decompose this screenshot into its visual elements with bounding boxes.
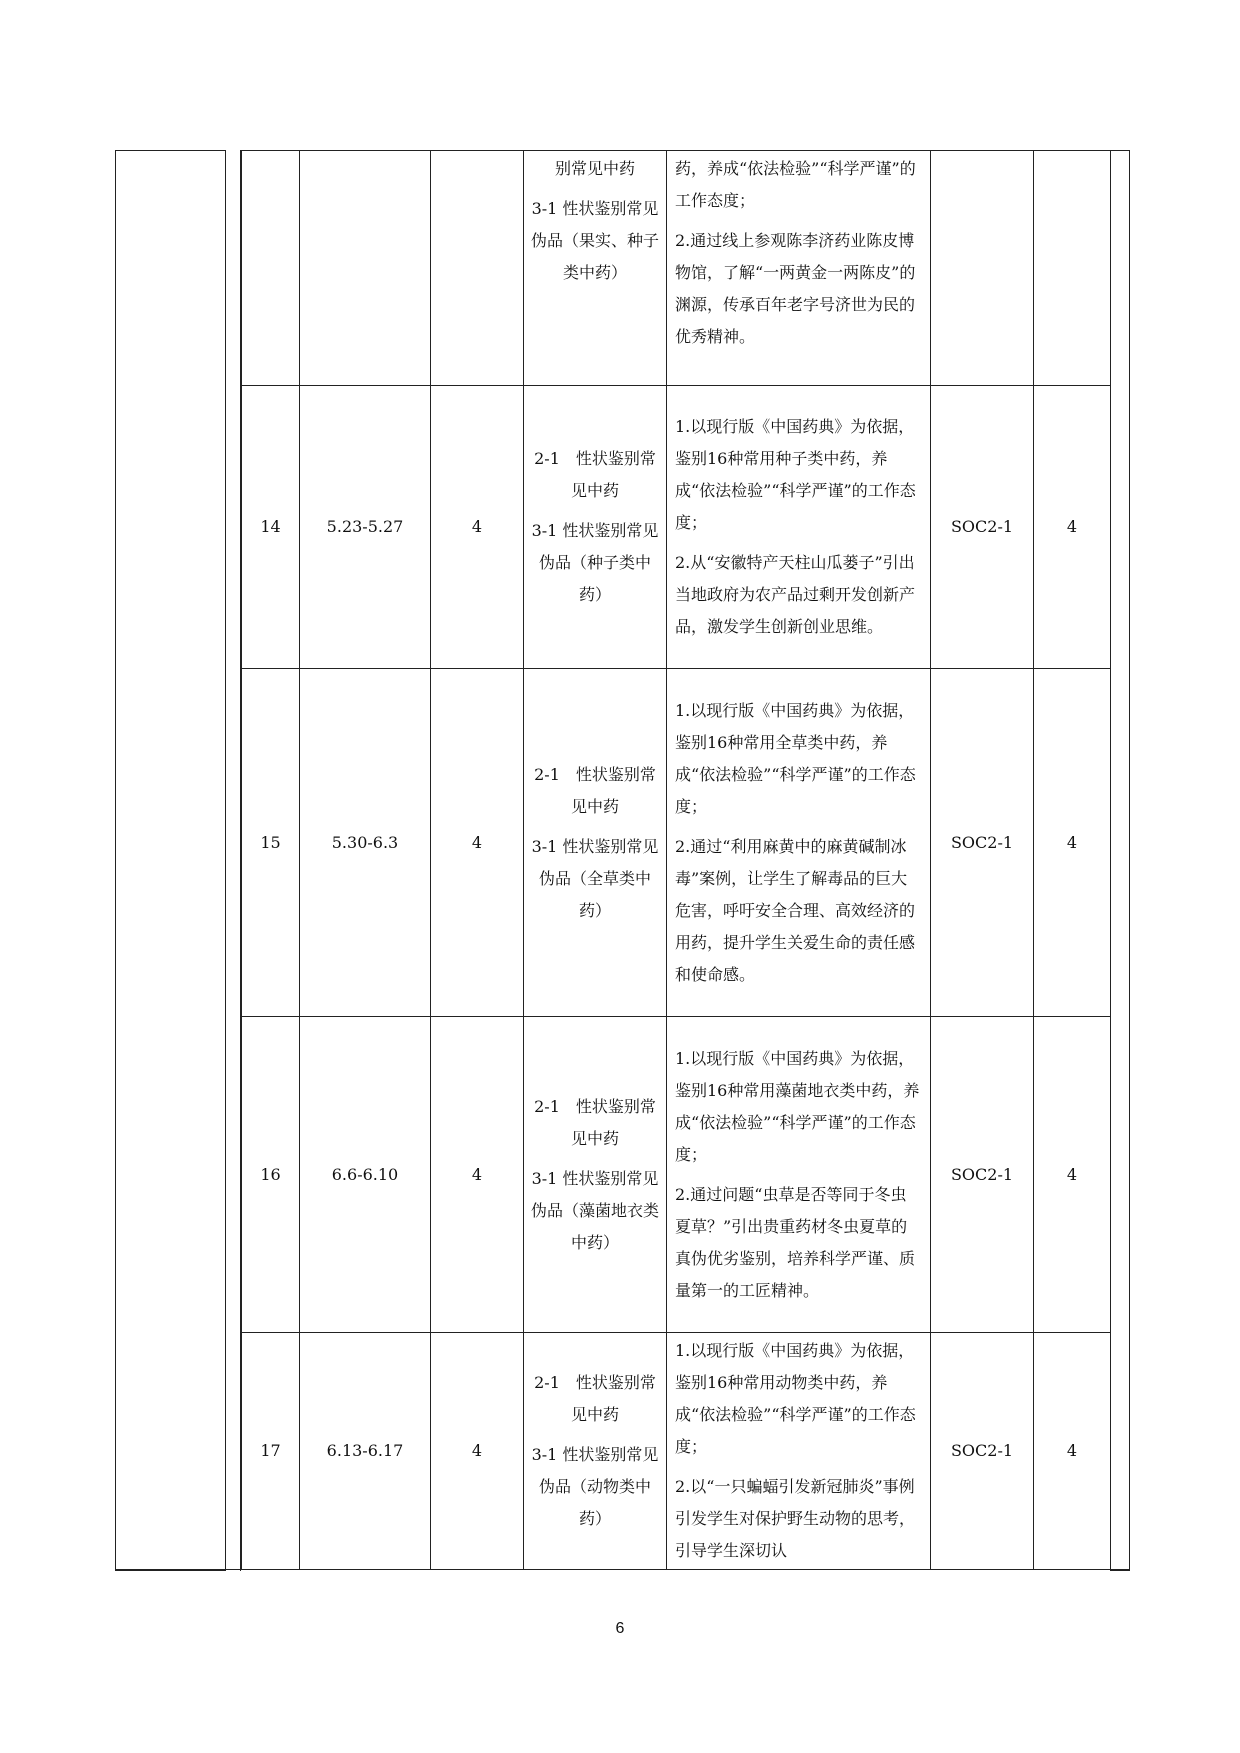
outer-frame-narrow-column [225,150,241,1571]
topic-cell [524,669,667,1017]
objective-cell: SOC2-1 [931,669,1034,1017]
table-row [242,1333,1111,1570]
content-paragraph: 1.以现行版《中国药典》为依据，鉴别16种常用动物类中药，养成“依法检验”“科学严谨”的工作态度； [675,1341,916,1456]
hours-cell: 4 [431,1333,524,1570]
hours-cell: 4 [431,1017,524,1333]
date-cell: 6.6-6.10 [300,1017,431,1333]
score-cell: 4 [1034,1333,1111,1570]
page-number: 6 [615,1620,625,1637]
teaching-schedule-table [241,150,1111,1570]
date-cell: 5.30-6.3 [300,669,431,1017]
topic-line: 3-1 性状鉴别常见伪品（果实、种子类中药） [530,199,659,282]
objective-cell: SOC2-1 [931,1017,1034,1333]
objective-cell [931,151,1034,386]
topic-line: 别常见中药 [554,159,635,178]
week-cell: 14 [242,386,300,669]
topic-line: 3-1 性状鉴别常见伪品（种子类中药） [531,521,659,604]
content-cell [667,386,931,669]
week-cell: 17 [242,1333,300,1570]
week-cell: 15 [242,669,300,1017]
content-paragraph: 2.通过“利用麻黄中的麻黄碱制冰毒”案例，让学生了解毒品的巨大危害，呼吁安全合理、高效经济的用药，提升学生关爱生命的责任感和使命感。 [675,836,916,984]
week-cell: 16 [242,1017,300,1333]
outer-frame-left-column [115,150,225,1571]
topic-cell [524,386,667,669]
outer-frame-right-column [1110,150,1130,1571]
table-row [242,1017,1111,1333]
content-paragraph: 1.以现行版《中国药典》为依据，鉴别16种常用种子类中药，养成“依法检验”“科学严谨”的工作态度； [675,417,916,532]
content-cell [667,669,931,1017]
content-paragraph: 药，养成“依法检验”“科学严谨”的工作态度； [675,159,916,210]
content-cell [667,151,931,386]
topic-line: 3-1 性状鉴别常见伪品（全草类中药） [531,836,659,920]
topic-line: 2-1 性状鉴别常见中药 [534,764,656,816]
score-cell: 4 [1034,669,1111,1017]
topic-line: 2-1 性状鉴别常见中药 [534,1373,656,1424]
topic-cell [524,1333,667,1570]
table-row [242,151,1111,386]
content-paragraph: 1.以现行版《中国药典》为依据，鉴别16种常用藻菌地衣类中药，养成“依法检验”“科学严谨”的工作态度； [675,1048,920,1164]
objective-cell: SOC2-1 [931,386,1034,669]
content-cell [667,1017,931,1333]
topic-line: 2-1 性状鉴别常见中药 [534,449,656,500]
hours-cell: 4 [431,386,524,669]
topic-line: 3-1 性状鉴别常见伪品（藻菌地衣类中药） [530,1168,659,1252]
topic-line: 2-1 性状鉴别常见中药 [534,1096,656,1148]
topic-line: 3-1 性状鉴别常见伪品（动物类中药） [531,1445,659,1528]
content-cell [667,1333,931,1570]
score-cell: 4 [1034,386,1111,669]
hours-cell [431,151,524,386]
objective-cell: SOC2-1 [931,1333,1034,1570]
score-cell: 4 [1034,1017,1111,1333]
table-row [242,669,1111,1017]
topic-cell [524,1017,667,1333]
date-cell: 6.13-6.17 [300,1333,431,1570]
score-cell [1034,151,1111,386]
content-paragraph: 2.通过线上参观陈李济药业陈皮博物馆，了解“一两黄金一两陈皮”的渊源，传承百年老字号济世为民的优秀精神。 [675,231,916,346]
date-cell: 5.23-5.27 [300,386,431,669]
date-cell [300,151,431,386]
week-cell [242,151,300,386]
content-paragraph: 2.从“安徽特产天柱山瓜蒌子”引出当地政府为农产品过剩开发创新产品，激发学生创新创业思维。 [675,553,916,636]
content-paragraph: 2.通过问题“虫草是否等同于冬虫夏草？”引出贵重药材冬虫夏草的真伪优劣鉴别，培养科学严谨、质量第一的工匠精神。 [675,1184,916,1300]
topic-cell [524,151,667,386]
table-row [242,386,1111,669]
hours-cell: 4 [431,669,524,1017]
content-paragraph: 1.以现行版《中国药典》为依据，鉴别16种常用全草类中药，养成“依法检验”“科学严谨”的工作态度； [675,700,916,816]
content-paragraph: 2.以“一只蝙蝠引发新冠肺炎”事例引发学生对保护野生动物的思考，引导学生深切认 [675,1477,916,1560]
